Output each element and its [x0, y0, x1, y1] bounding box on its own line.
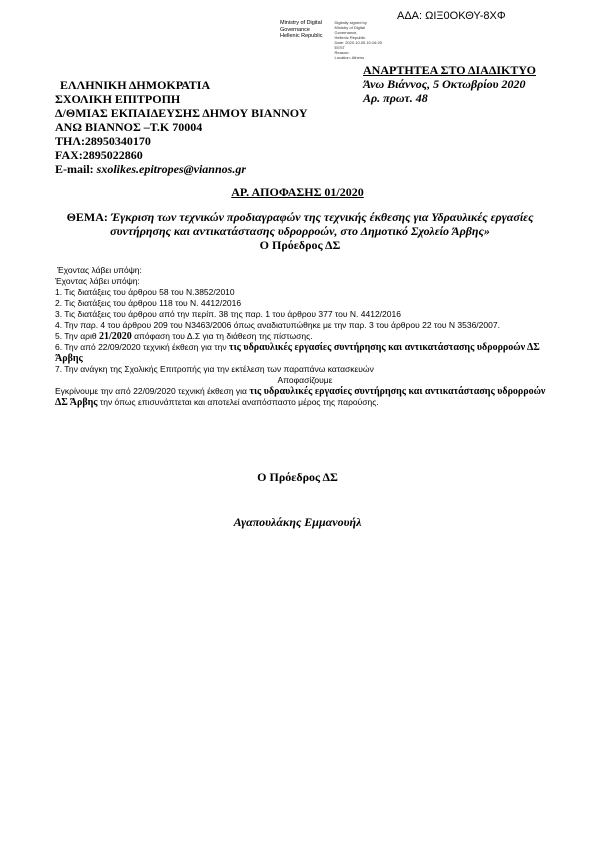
- closing-president-title: Ο Πρόεδρος ΔΣ: [257, 470, 338, 484]
- considered-item: 4. Την παρ. 4 του άρθρου 209 του Ν3463/2006 όπως αναδιατυπώθηκε με την παρ. 3 του άρθρου 22 του Ν 3536/2007.: [55, 320, 500, 330]
- subject-label: ΘΕΜΑ:: [66, 210, 108, 224]
- considered-item: 3. Τις διατάξεις του άρθρου από την περίπ. 38 της παρ. 1 του άρθρου 377 του Ν. 4412/2016: [55, 309, 401, 319]
- we-decide: Αποφασίζουμε: [277, 375, 333, 385]
- item6-works: τις υδραυλικές εργασίες συντήρησης και αντικατάστασης υδρορροών ΔΣ Άρβης: [55, 342, 540, 364]
- signature-issuer-line: Hellenic Republic: [280, 33, 323, 39]
- item5-suffix: απόφαση του Δ.Σ για τη διάθεση της πίστωσης.: [131, 331, 313, 341]
- signature-detail-line: Ministry of Digital: [334, 25, 365, 30]
- item5-decision-ref: 21/2020: [98, 331, 132, 342]
- signature-details: [335, 20, 395, 60]
- having-considered: Έχοντας λάβει υπόψη:: [57, 265, 142, 275]
- signature-issuer-line: Governance: [280, 26, 310, 33]
- considered-item: 7. Την ανάγκη της Σχολικής Επιτροπής για την εκτέλεση των παραπάνω κατασκευών: [55, 364, 374, 374]
- decision-number: ΑΡ. ΑΠΟΦΑΣΗΣ 01/2020: [231, 185, 364, 199]
- org-line: FAX:2895022860: [55, 148, 143, 162]
- decision-body: [55, 265, 555, 408]
- signature-issuer: [280, 20, 333, 40]
- signature-detail-line: EEST: [334, 45, 345, 50]
- subject-president: Ο Πρόεδρος ΔΣ: [259, 238, 341, 252]
- considered-item: 2. Τις διατάξεις του άρθρου 118 του Ν. 4412/2016: [55, 298, 242, 308]
- org-line: ΕΛΛΗΝΙΚΗ ΔΗΜΟΚΡΑΤΙΑ: [60, 78, 211, 92]
- org-line: ΤΗΛ:28950340170: [55, 134, 151, 148]
- approval-prefix: Εγκρίνουμε την από 22/09/2020 τεχνική έκθεση για: [55, 386, 250, 396]
- item6-prefix: 6. Την από 22/09/2020 τεχνική έκθεση για την: [55, 342, 229, 352]
- email-label: E-mail:: [55, 162, 94, 176]
- place-date: Άνω Βιάννος, 5 Οκτωβρίου 2020: [363, 77, 526, 91]
- signature-detail-line: Reason:: [334, 50, 350, 55]
- signature-detail-line: Hellenic Republic: [334, 35, 366, 40]
- subject-text: Έγκριση των τεχνικών προδιαγραφών της τεχνικής έκθεσης για Υδραυλικές εργασίες συντήρησης και αντικατάστασης υδρορροών, στο Δημοτικό Σχολείο Άρβης»: [110, 210, 534, 238]
- approval-suffix: την όπως επισυνάπτεται και αποτελεί αναπόσπαστο μέρος της παρούσης.: [97, 397, 379, 407]
- signature-detail-line: Location: Athens: [334, 55, 365, 60]
- approval-paragraph: [55, 386, 555, 408]
- protocol-number: Αρ. πρωτ. 48: [363, 91, 428, 105]
- signature-detail-line: Date: 2020.10.05 10:16:25: [334, 40, 382, 45]
- considered-item: [55, 342, 555, 364]
- considered-item: [55, 331, 555, 342]
- email-line: [55, 162, 308, 176]
- organization-header: [55, 78, 308, 176]
- org-line: ΑΝΩ ΒΙΑΝΝΟΣ –Τ.Κ 70004: [55, 120, 203, 134]
- having-considered: Έχοντας λάβει υπόψη:: [55, 276, 140, 286]
- org-line: ΣΧΟΛΙΚΗ ΕΠΙΤΡΟΠΗ: [55, 92, 181, 106]
- approval-works: τις υδραυλικές εργασίες συντήρησης και αντικατάστασης υδρορροών ΔΣ Άρβης: [55, 386, 546, 408]
- signature-detail-line: Digitally signed by: [334, 20, 367, 25]
- posting-notice: ΑΝΑΡΤΗΤΕΑ ΣΤΟ ΔΙΑΔΙΚΤΥΟ: [363, 63, 536, 77]
- item5-prefix: 5. Την αριθ: [55, 331, 99, 341]
- email-address[interactable]: sxolikes.epitropes@viannos.gr: [96, 162, 246, 176]
- president-name: Αγαπουλάκης Εμμανουήλ: [233, 515, 362, 529]
- considered-item: 1. Τις διατάξεις του άρθρου 58 του Ν.3852/2010: [55, 287, 235, 297]
- org-line: Δ/ΘΜΙΑΣ ΕΚΠΑΙΔΕΥΣΗΣ ΔΗΜΟΥ ΒΙΑΝΝΟΥ: [55, 106, 308, 120]
- header-right: [363, 63, 536, 105]
- signature-issuer-line: Ministry of Digital: [280, 20, 322, 26]
- ada-code: ΑΔΑ: ΩΙΞ0ΟΚΘΥ-8ΧΦ: [397, 10, 506, 22]
- subject-block: [60, 210, 540, 252]
- digital-signature-block: [280, 20, 395, 60]
- signature-detail-line: Governance,: [334, 30, 358, 35]
